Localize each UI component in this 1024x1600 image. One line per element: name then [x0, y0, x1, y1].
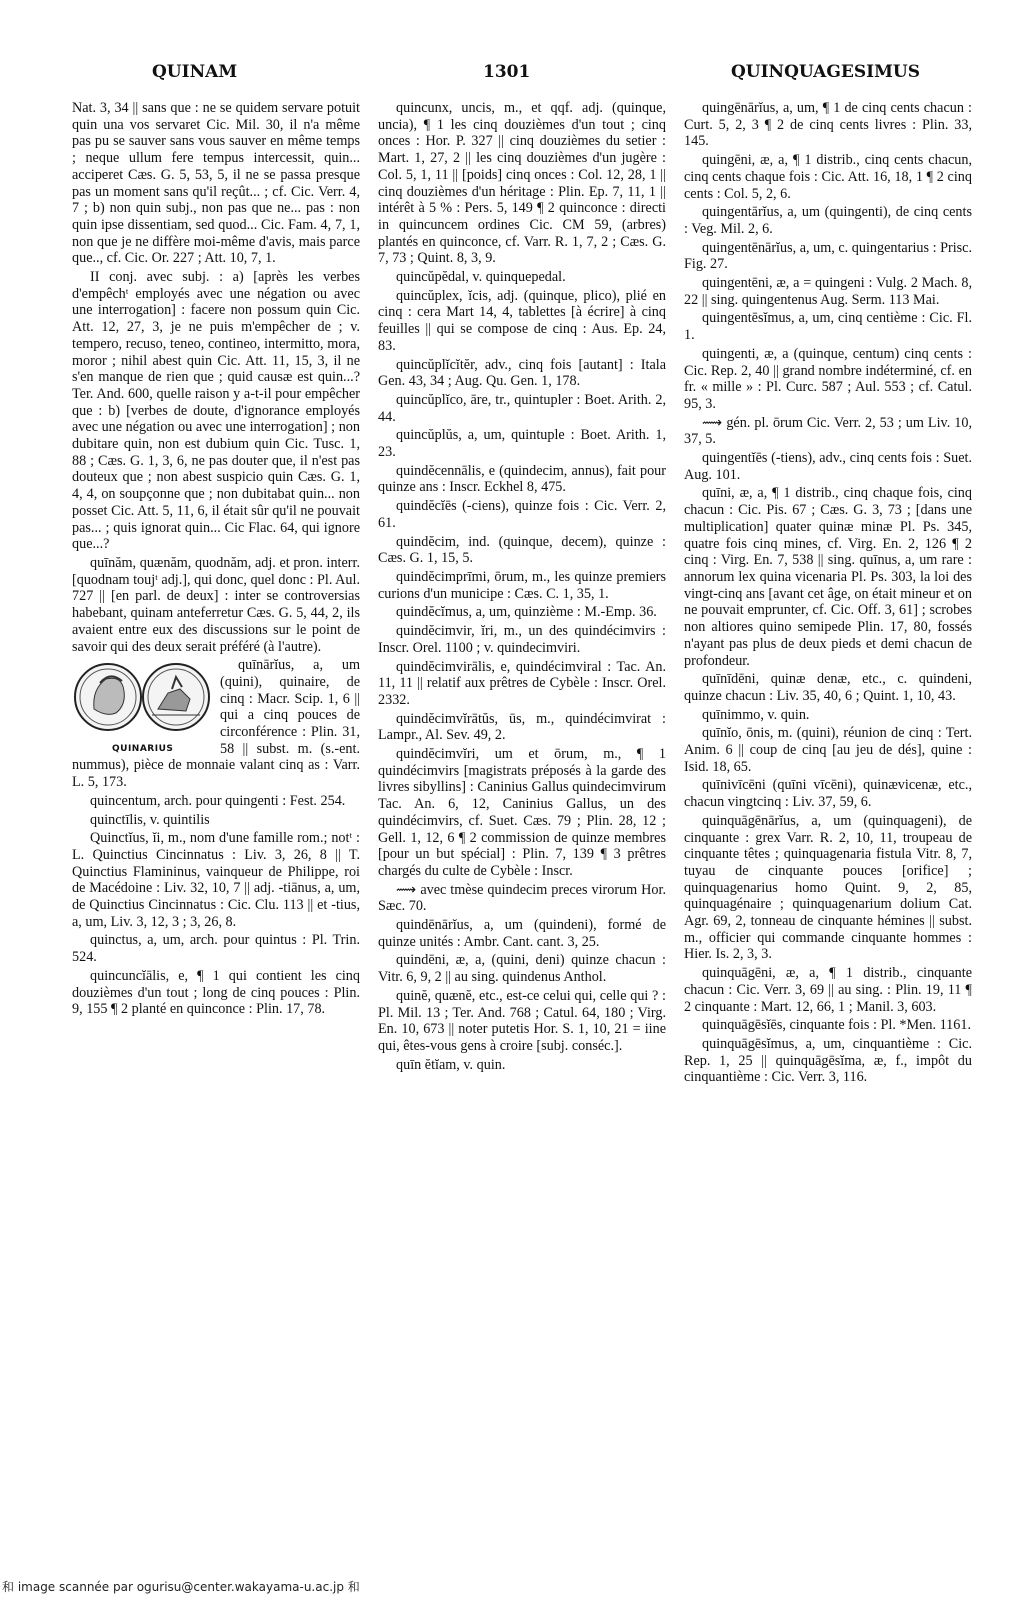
column-2 [378, 100, 666, 1540]
entry-paragraph: quīn ĕtĭam, v. quin. [396, 1056, 506, 1073]
page-header [40, 62, 984, 92]
entry-paragraph: quīnăm, quænăm, quodnăm, adj. et pron. interr. [quodnam toujᵗ adj.], qui donc, quel donc : Pl. Aul. 727 || [en parl. de deux] : inter se controversias habebant, quinam anteferretur Cæs. G. 5, 44, 2, ils avaient entre eux des discussions sur le point de savoir qui des deux serait préféré (à l'autre). [72, 554, 360, 655]
entry-paragraph: quīnivīcēni (quīni vīcēni), quinævicenæ, etc., chacun vingtcinq : Liv. 37, 59, 6. [684, 777, 972, 811]
entry-paragraph: Quinctĭus, ĭi, m., nom d'une famille rom.; notᵗ : L. Quinctius Cincinnatus : Liv. 3, 26, 8 || T. Quinctius Flamininus, vainqueur de Philippe, roi de Macédoine : Liv. 32, 10, 7 || adj. -tiānus, a, um, de Quinctius Cincinnatus : Cic. Clu. 113 || et -tius, a, um, Liv. 3, 12, 3 ; 3, 26, 8. [72, 830, 360, 930]
entry-paragraph: quindĕcimvir, ĭri, m., un des quindécimvirs : Inscr. Orel. 1100 ; v. quindecimviri. [378, 623, 666, 656]
entry-paragraph: quincunx, uncis, m., et qqf. adj. (quinque, uncia), ¶ 1 les cinq douzièmes d'un tout ; cinq onces : Hor. P. 327 || cinq douzièmes du setier : Mart. 1, 27, 2 || les cinq douzièmes d'un jugère : Col. 5, 1, 11 || [poids] cinq onces : Col. 12, 28, 1 || cinq douzièmes d'un héritage : Plin. Ep. 7, 11, 1 || intérêt à 5 % : Pers. 5, 149 ¶ 2 quinconce : directi in quincuncem ordines Cic. CM 59, (arbres) plantés en quinconce, cf. Varr. R. 1, 7, 2 ; Cæs. G. 7, 73 ; Quint. 8, 3, 9. [378, 100, 666, 267]
entry-paragraph: quindēni, æ, a, (quini, deni) quinze chacun : Vitr. 6, 9, 2 || au sing. quindenus Anthol. [378, 952, 666, 986]
header-right-word: QUINQUAGESIMUS [730, 62, 920, 82]
entry-paragraph: quingēnārĭus, a, um, ¶ 1 de cinq cents chacun : Curt. 5, 2, 3 ¶ 2 de cinq cents livres : Plin. 33, 145. [684, 100, 972, 150]
entry-paragraph: quindĕcennālis, e (quindecim, annus), fait pour quinze ans : Inscr. Eckhel 8, 475. [378, 462, 666, 496]
figure-caption: QUINARIUS [112, 744, 174, 755]
entry-paragraph: quincŭplĭco, āre, tr., quintupler : Boet. Arith. 2, 44. [378, 391, 666, 425]
entry-paragraph: quindĕcimvĭrātŭs, ūs, m., quindécimvirat : Lampr., Al. Sev. 49, 2. [378, 710, 666, 744]
entry-paragraph: quingentārĭus, a, um (quingenti), de cinq cents : Veg. Mil. 2, 6. [684, 204, 972, 237]
entry-paragraph: quinquāgēsĭēs, cinquante fois : Pl. *Men. 1161. [702, 1017, 972, 1034]
text-columns [72, 100, 972, 1540]
entry-paragraph: quīni, æ, a, ¶ 1 distrib., cinq chaque fois, cinq chacun : Cic. Pis. 67 ; Cæs. G. 3, 73 ; [dans une multiplication] quater quinæ minæ Pl. Ps. 345, quatre fois cinq mines, cf. Virg. En. 2, 126 ¶ 2 cinq : Virg. En. 7, 538 || sing. quīnus, a, um rare : annorum lex quina vicenaria Pl. Ps. 303, la loi des vingt-cinq ans [avant cet âge, on était mineur et on ne pouvait emprunter, cf. Cic. Off. 3, 61] ; scrobes non altiores quino semipede Plin. 17, 80, fossés n'ayant pas plus de deux pieds et demi chacun de profondeur. [684, 485, 972, 669]
column-1 [72, 100, 360, 1540]
entry-paragraph: quingenti, æ, a (quinque, centum) cinq cents : Cic. Rep. 2, 40 || grand nombre indéterminé, cf. en fr. « mille » : Pl. Curc. 587 ; Aul. 553 ; cf. Catul. 95, 3. [684, 345, 972, 412]
entry-paragraph: quindĕcimvirālis, e, quindécimviral : Tac. An. 11, 11 || relatif aux prêtres de Cybèle : Inscr. Orel. 2332. [378, 658, 666, 708]
header-left-word: QUINAM [152, 62, 238, 82]
column-3 [684, 100, 972, 1540]
entry-paragraph: quingentēni, æ, a = quingeni : Vulg. 2 Mach. 8, 22 || sing. quingentenus Aug. Serm. 113 Mai. [684, 275, 972, 308]
entry-paragraph: ⟿ gén. pl. ōrum Cic. Verr. 2, 53 ; um Liv. 10, 37, 5. [684, 414, 972, 448]
entry-paragraph: ⟿ avec tmèse quindecim preces virorum Hor. Sæc. 70. [378, 881, 666, 915]
entry-paragraph: quīnīdēni, quinæ denæ, etc., c. quindeni, quinze chacun : Liv. 35, 40, 6 ; Quint. 1, 10, 43. [684, 671, 972, 704]
entry-paragraph: quincuncĭālis, e, ¶ 1 qui contient les cinq douzièmes d'un tout ; long de cinq pouces : Plin. 9, 155 ¶ 2 planté en quinconce : Plin. 17, 78. [72, 967, 360, 1018]
entry-paragraph: quingēni, æ, a, ¶ 1 distrib., cinq cents chacun, cinq cents chaque fois : Cic. Att. 16, 18, 1 ¶ 2 cinq cents : Col. 5, 2, 6. [684, 152, 972, 202]
coin-illustration [72, 659, 214, 755]
entry-paragraph: quingentēsĭmus, a, um, cinq centième : Cic. Fl. 1. [684, 310, 972, 344]
entry-paragraph: quindĕcĭēs (-ciens), quinze fois : Cic. Verr. 2, 61. [378, 498, 666, 531]
entry-paragraph: quinquāgēsĭmus, a, um, cinquantième : Cic. Rep. 1, 25 || quinquāgēsĭma, æ, f., impôt du cinquantième : Cic. Verr. 3, 116. [684, 1035, 972, 1086]
entry-paragraph: quinĕ, quænĕ, etc., est-ce celui qui, celle qui ? : Pl. Mil. 13 ; Ter. And. 768 ; Catul. 64, 180 ; Virg. En. 10, 673 || noter putetis Hor. S. 1, 10, 21 = iine qui, êtes-vous gens à croire [subj. conséc.]. [378, 987, 666, 1054]
entry-paragraph: quinctīlis, v. quintilis [90, 811, 210, 828]
entry-paragraph: quingentĭēs (-tiens), adv., cinq cents fois : Suet. Aug. 101. [684, 450, 972, 483]
entry-paragraph: quincŭplex, ĭcis, adj. (quinque, plico), plié en cinq : cera Mart 14, 4, tablettes [à écrire] à cinq feuilles || qui se compose de cinq : Aus. Ep. 24, 83. [378, 287, 666, 354]
entry-paragraph: quinctus, a, um, arch. pour quintus : Pl. Trin. 524. [72, 932, 360, 966]
entry-paragraph: quindēnārĭus, a, um (quindeni), formé de quinze unités : Ambr. Cant. cant. 3, 25. [378, 917, 666, 950]
entry-paragraph: Nat. 3, 34 || sans que : ne se quidem servare potuit quin una vos servaret Cic. Mil. 30, il n'a même pas pu se sauver sans vous sauver en même temps ; neque ullum fere tempus intercessit, quin... acciperet Cæs. G. 5, 53, 5, il ne se passa presque pas un moment sans qu'il reçût... ; cf. Cic. Verr. 4, 7 ; b) non quin subj., non pas que ne... pas : non quin ipse dissentiam, sed quod... Cic. Fam. 4, 7, 1, non que je ne diffère moi-même d'avis, mais parce que.., cf. Cic. Or. 227 ; Att. 10, 7, 1. [72, 100, 360, 267]
quinarius-coin-image [72, 659, 214, 741]
entry-paragraph: quindĕcĭmus, a, um, quinzième : M.-Emp. 36. [396, 604, 657, 621]
entry-paragraph: quinquāgēni, æ, a, ¶ 1 distrib., cinquante chacun : Cic. Verr. 3, 69 || au sing. : Plin. 19, 11 ¶ 2 cinquante : Mart. 12, 66, 1 ; Manil. 3, 603. [684, 965, 972, 1015]
page-number: 1301 [483, 62, 531, 82]
entry-paragraph: quincŭpĕdal, v. quinquepedal. [396, 269, 566, 286]
entry-paragraph: II conj. avec subj. : a) [après les verbes d'empêchᵗ employés avec une négation ou avec une interrogation] : facere non possum quin Cic. Att. 12, 27, 3, je ne puis m'empêcher de ; v. tempero, recuso, teneo, contineo, intermitto, mora, moror ; nihil abest quin Cic. Att. 11, 15, 3, il ne s'en manque de rien que ; quid causæ est quin...? Ter. And. 600, quelle raison y a-t-il pour empêcher que : b) [verbes de doute, d'ignorance employés avec une négation ou avec une interrogation] ; non dubitare quin, non est dubium quin Cic. Tusc. 1, 88 ; Cæs. G. 1, 3, 6, ne pas douter que, il n'est pas douteux que ; non abest suspicio quin Cæs. G. 1, 4, 4, on soupçonne que ; non dubitabat quin... non posset Cic. Att. 5, 11, 6, il était sûr qu'il ne pouvait pas... ; quis ignorat quin... Cic Flac. 64, qui ignore que...? [72, 269, 360, 553]
entry-paragraph: quincentum, arch. pour quingenti : Fest. 254. [90, 792, 346, 809]
entry-paragraph: quindĕcimvĭri, um et ōrum, m., ¶ 1 quindécimvirs [magistrats préposés à la garde des livres sibyllins] : Caninius Gallus quindecimvirum Tac. An. 6, 12, Caninius Gallus, un des quindécimvirs, cf. Suet. Cæs. 79 ; Plin. 28, 12 ; Gell. 1, 12, 6 ¶ 2 commission de quinze membres [pour un but spécial] : Plin. 7, 139 ¶ 3 prêtres chargés du culte de Cybèle : Inscr. [378, 746, 666, 879]
scan-credit: 和 image scannée par ogurisu@center.wakayama-u.ac.jp 和 [2, 1580, 360, 1594]
entry-paragraph: quincŭplŭs, a, um, quintuple : Boet. Arith. 1, 23. [378, 427, 666, 461]
entry-paragraph: quīnārĭus, a, um (quini), quinaire, de cinq : Macr. Scip. 1, 6 || qui a cinq pouces de circonférence : Plin. 31, 58 || subst. m. (s.-ent. nummus), pièce de monnaie valant cinq as : Varr. L. 5, 173. [72, 657, 360, 791]
entry-paragraph: quingentēnārĭus, a, um, c. quingentarius : Prisc. Fig. 27. [684, 239, 972, 273]
entry-paragraph: quinquāgēnārĭus, a, um (quinquageni), de cinquante : grex Varr. R. 2, 10, 11, troupeau de cinquante têtes ; quinquagenaria fistula Vitr. 8, 7, tuyau de cinquante pouces [orifice] ; quinquagenarius homo Quint. 9, 2, 85, quinquagénaire ; quinquagenarium dolium Cat. Agr. 69, 2, tonneau de cinquante hémines || subst. m., officier qui commande cinquante hommes : Hier. Is. 2, 3, 3. [684, 812, 972, 963]
entry-paragraph: quincŭplĭcĭtĕr, adv., cinq fois [autant] : Itala Gen. 43, 34 ; Aug. Qu. Gen. 1, 178. [378, 356, 666, 390]
entry-paragraph: quindĕcim, ind. (quinque, decem), quinze : Cæs. G. 1, 15, 5. [378, 533, 666, 567]
entry-paragraph: quīnĭo, ōnis, m. (quini), réunion de cinq : Tert. Anim. 6 || coup de cinq [au jeu de dés], quine : Isid. 18, 65. [684, 725, 972, 775]
entry-paragraph: quindĕcimprīmi, ōrum, m., les quinze premiers curions d'un municipe : Cæs. C. 1, 35, 1. [378, 568, 666, 602]
entry-paragraph: quīnimmo, v. quin. [702, 706, 810, 723]
